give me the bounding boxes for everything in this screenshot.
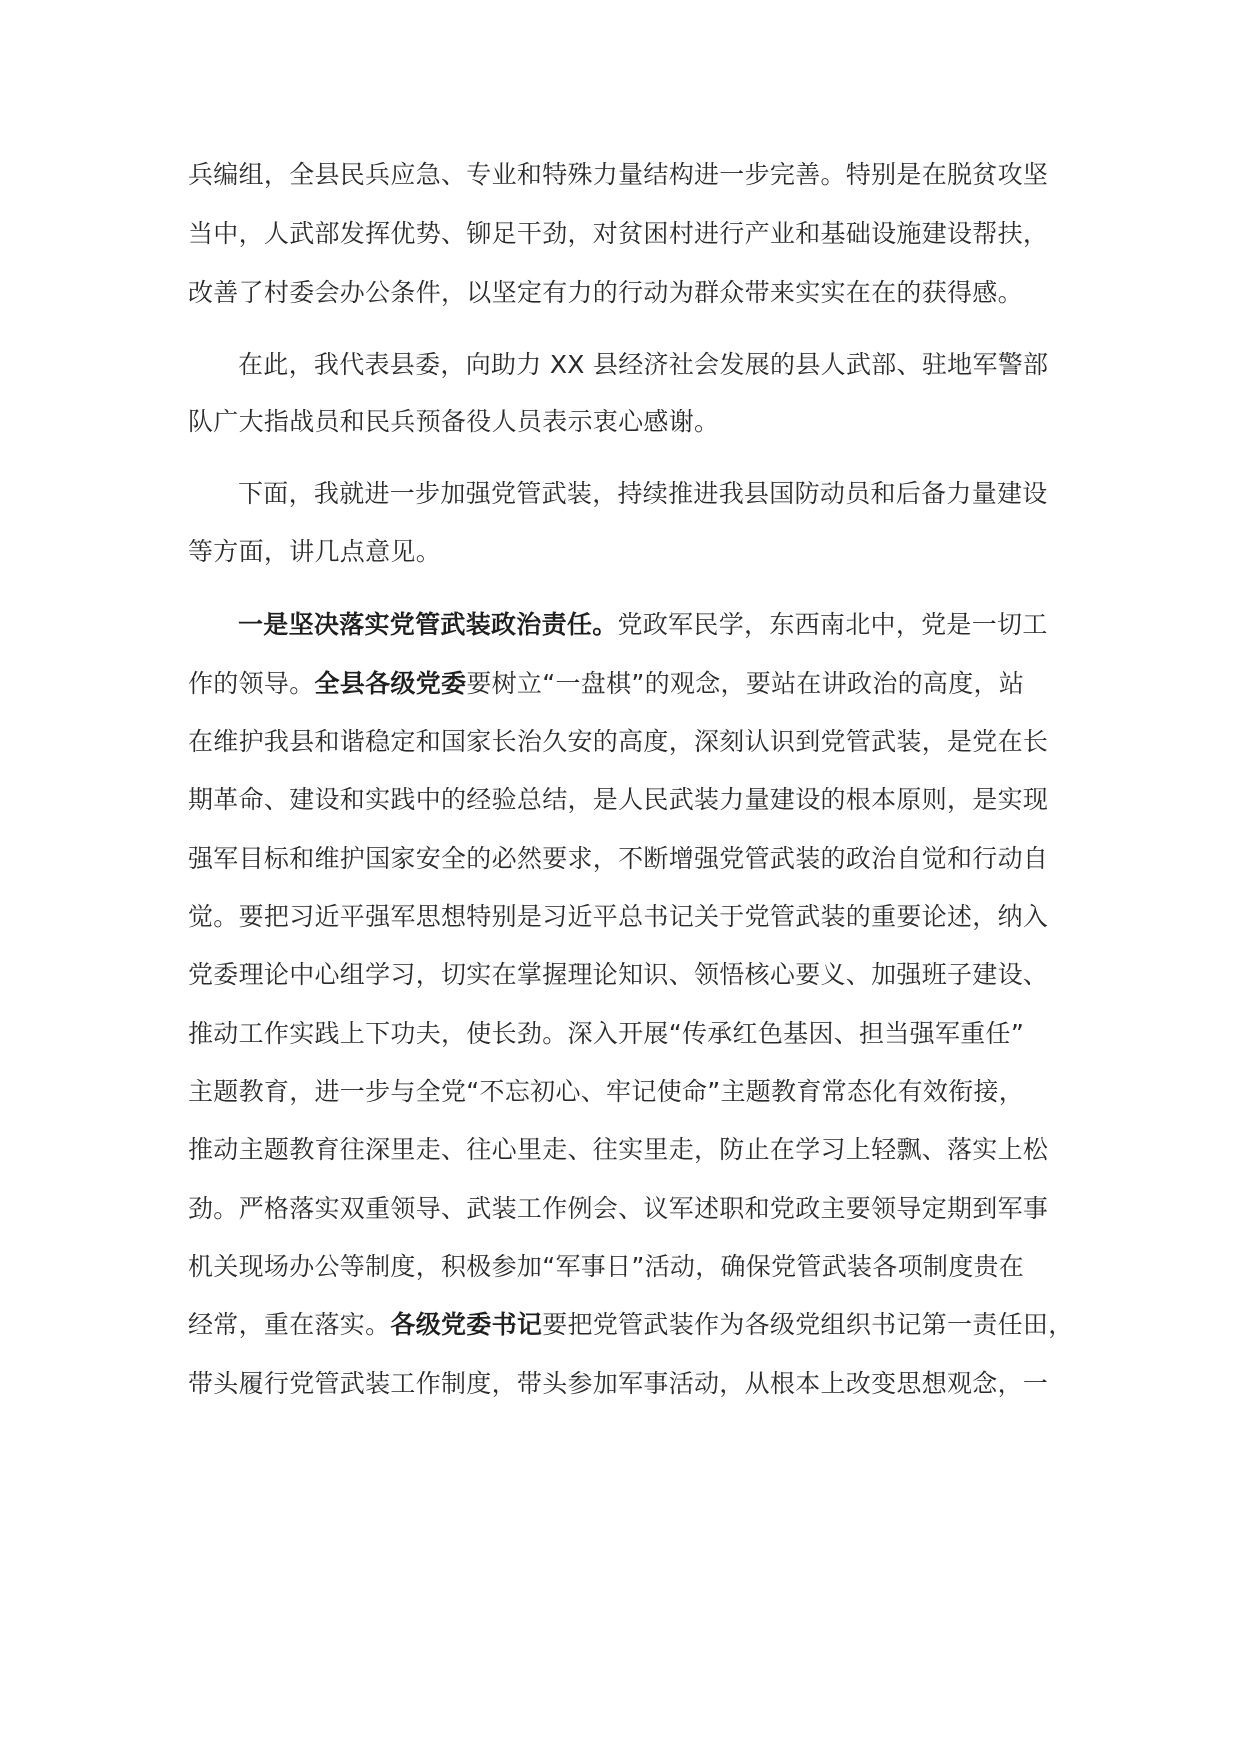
paragraph-line: 期革命、建设和实践中的经验总结，是人民武装力量建设的根本原则，是实现 <box>188 785 1049 814</box>
paragraph-line: 带头履行党管武装工作制度，带头参加军事活动，从根本上改变思想观念，一 <box>188 1369 1049 1398</box>
bold-phrase: 全县各级党委 <box>314 669 467 698</box>
paragraph-line: 推动主题教育往深里走、往心里走、往实里走，防止在学习上轻飘、落实上松 <box>188 1135 1049 1164</box>
paragraph-line: 强军目标和维护国家安全的必然要求，不断增强党管武装的政治自觉和行动自 <box>188 844 1049 873</box>
bold-phrase: 各级党委书记 <box>390 1310 543 1339</box>
line-text: 要树立“一盘棋”的观念，要站在讲政治的高度，站 <box>466 669 1025 698</box>
paragraph-line <box>238 608 1118 642</box>
line-text: 作的领导。 <box>188 669 315 698</box>
paragraph-line <box>188 1308 1074 1342</box>
paragraph-line: 主题教育，进一步与全党“不忘初心、牢记使命”主题教育常态化有效衔接， <box>188 1077 1025 1106</box>
paragraph-line: 等方面，讲几点意见。 <box>188 537 442 566</box>
line-text: 经常，重在落实。 <box>188 1310 391 1339</box>
bold-heading: 一是坚决落实党管武装政治责任。 <box>238 610 618 639</box>
paragraph-line: 劲。严格落实双重领导、武装工作例会、议军述职和党政主要领导定期到军事 <box>188 1194 1049 1223</box>
paragraph-line: 觉。要把习近平强军思想特别是习近平总书记关于党管武装的重要论述，纳入 <box>188 902 1049 931</box>
paragraph-line: 当中，人武部发挥优势、铆足干劲，对贫困村进行产业和基础设施建设帮扶， <box>188 219 1049 248</box>
paragraph-line: 机关现场办公等制度，积极参加“军事日”活动，确保党管武装各项制度贵在 <box>188 1252 1025 1281</box>
paragraph-line: 推动工作实践上下功夫，使长劲。深入开展“传承红色基因、担当强军重任” <box>188 1019 1025 1048</box>
paragraph-line: 改善了村委会办公条件，以坚定有力的行动为群众带来实实在在的获得感。 <box>188 278 1023 307</box>
paragraph-line <box>188 667 1068 701</box>
paragraph-line: 队广大指战员和民兵预备役人员表示衷心感谢。 <box>188 407 720 436</box>
line-text: 党政军民学，东西南北中，党是一切工 <box>617 610 1048 639</box>
paragraph-line: 下面，我就进一步加强党管武装，持续推进我县国防动员和后备力量建设 <box>238 479 1048 508</box>
paragraph-line: 党委理论中心组学习，切实在掌握理论知识、领悟核心要义、加强班子建设、 <box>188 960 1049 989</box>
line-text: 要把党管武装作为各级党组织书记第一责任田， <box>542 1310 1074 1339</box>
paragraph-line: 在维护我县和谐稳定和国家长治久安的高度，深刻认识到党管武装，是党在长 <box>188 727 1049 756</box>
paragraph-line: 在此，我代表县委，向助力 XX 县经济社会发展的县人武部、驻地军警部 <box>238 350 1049 379</box>
paragraph-line: 兵编组，全县民兵应急、专业和特殊力量结构进一步完善。特别是在脱贫攻坚 <box>188 160 1049 189</box>
